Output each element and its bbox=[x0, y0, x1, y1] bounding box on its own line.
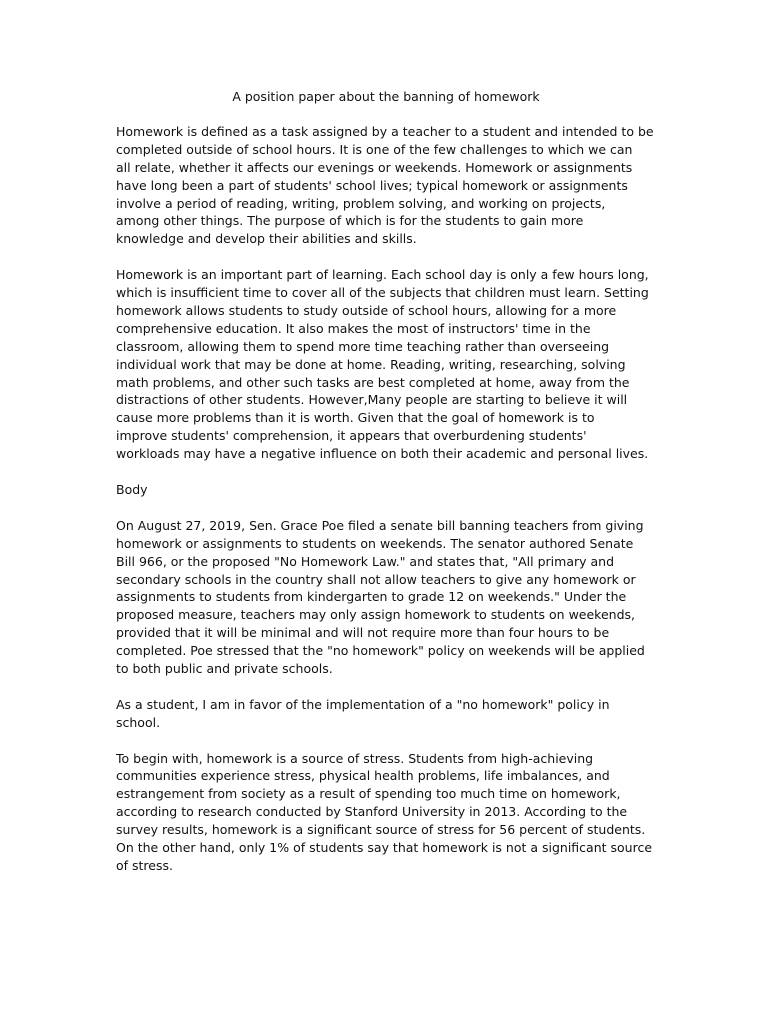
text-line: communities experience stress, physical health problems, life imbalances, and bbox=[116, 768, 610, 784]
text-line: which is insufficient time to cover all of the subjects that children must learn. Setting bbox=[116, 285, 649, 301]
text-line: To begin with, homework is a source of stress. Students from high-achieving bbox=[116, 750, 594, 766]
text-line: Body bbox=[116, 482, 148, 497]
text-line: cause more problems than it is worth. Given that the goal of homework is to bbox=[116, 410, 595, 426]
text-line: improve students' comprehension, it appears that overburdening students' bbox=[116, 428, 587, 444]
text-line: Homework is defined as a task assigned by a teacher to a student and intended to be bbox=[116, 123, 654, 139]
text-line: survey results, homework is a significant source of stress for 56 percent of students. bbox=[116, 822, 646, 838]
text-line: individual work that may be done at home. Reading, writing, researching, solving bbox=[116, 356, 626, 372]
text-line: Homework is an important part of learning. Each school day is only a few hours long, bbox=[116, 267, 649, 283]
document-title: A position paper about the banning of homework bbox=[232, 89, 540, 104]
text-line: assignments to students from kindergarten to grade 12 on weekends." Under the bbox=[116, 589, 627, 605]
paragraph-stress bbox=[116, 750, 656, 875]
text-line: homework allows students to study outside of school hours, allowing for a more bbox=[116, 302, 617, 318]
text-line: completed. Poe stressed that the "no homework" policy on weekends will be applied bbox=[116, 643, 645, 659]
paragraph-position bbox=[116, 696, 656, 732]
text-line: among other things. The purpose of which is for the students to gain more bbox=[116, 213, 584, 229]
text-line: involve a period of reading, writing, problem solving, and working on projects, bbox=[116, 195, 606, 211]
text-line: Bill 966, or the proposed "No Homework Law." and states that, "All primary and bbox=[116, 553, 615, 569]
text-line: As a student, I am in favor of the implementation of a "no homework" policy in bbox=[116, 696, 610, 712]
text-line: of stress. bbox=[116, 857, 173, 873]
text-line: knowledge and develop their abilities and skills. bbox=[116, 231, 417, 247]
text-line: math problems, and other such tasks are best completed at home, away from the bbox=[116, 374, 630, 390]
text-line: secondary schools in the country shall not allow teachers to give any homework or bbox=[116, 571, 636, 587]
text-line: proposed measure, teachers may only assign homework to students on weekends, bbox=[116, 607, 636, 623]
text-line: classroom, allowing them to spend more time teaching rather than overseeing bbox=[116, 338, 610, 354]
text-line: according to research conducted by Stanford University in 2013. According to the bbox=[116, 804, 628, 820]
section-heading-body bbox=[116, 481, 656, 499]
text-line: completed outside of school hours. It is one of the few challenges to which we can bbox=[116, 141, 633, 157]
text-line: comprehensive education. It also makes the most of instructors' time in the bbox=[116, 320, 591, 336]
text-line: workloads may have a negative influence on both their academic and personal lives. bbox=[116, 446, 649, 462]
text-line: to both public and private schools. bbox=[116, 661, 333, 677]
text-line: school. bbox=[116, 714, 161, 730]
text-line: have long been a part of students' school lives; typical homework or assignments bbox=[116, 177, 628, 193]
paragraph-senate-bill bbox=[116, 517, 656, 678]
text-line: homework or assignments to students on weekends. The senator authored Senate bbox=[116, 535, 634, 551]
text-line: On August 27, 2019, Sen. Grace Poe filed a senate bill banning teachers from giving bbox=[116, 517, 644, 533]
text-line: all relate, whether it affects our evenings or weekends. Homework or assignments bbox=[116, 159, 633, 175]
document-page bbox=[116, 88, 656, 893]
text-line: distractions of other students. However,Many people are starting to believe it will bbox=[116, 392, 628, 408]
text-line: estrangement from society as a result of spending too much time on homework, bbox=[116, 786, 621, 802]
text-line: On the other hand, only 1% of students say that homework is not a significant source bbox=[116, 840, 653, 856]
text-line: provided that it will be minimal and will not require more than four hours to be bbox=[116, 625, 610, 641]
paragraph-definition bbox=[116, 123, 656, 248]
paragraph-importance bbox=[116, 266, 656, 463]
